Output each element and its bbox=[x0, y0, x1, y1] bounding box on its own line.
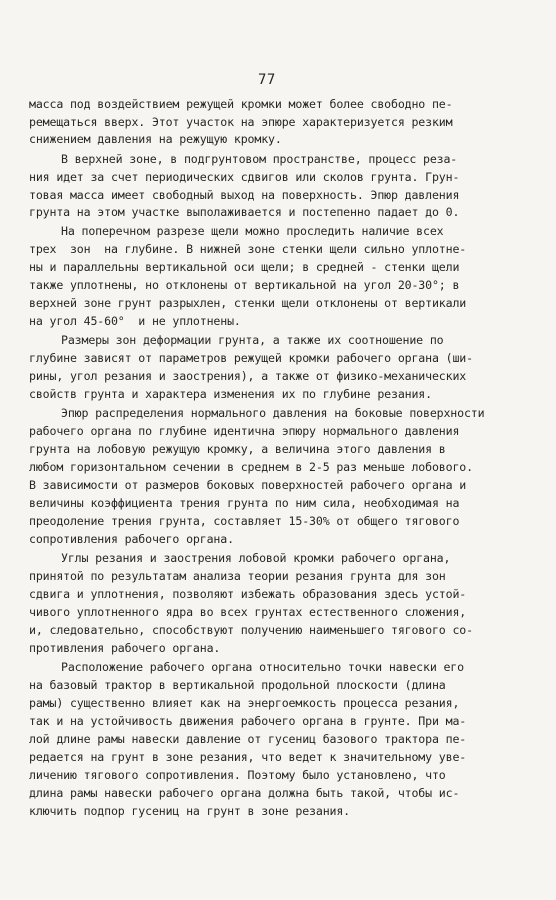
text-line: товая масса имеет свободный выход на поверхность. Эпюр давления bbox=[29, 188, 460, 202]
text-line: В зависимости от размеров боковых поверхностей рабочего органа и bbox=[29, 478, 467, 492]
text-line: На поперечном разрезе щели можно проследить наличие всех bbox=[61, 224, 444, 238]
text-line: Эпюр распределения нормального давления на боковые поверхности bbox=[61, 406, 485, 420]
text-line: личению тягового сопротивления. Поэтому было установлено, что bbox=[29, 768, 446, 782]
text-line: так и на устойчивость движения рабочего органа в грунте. При ма- bbox=[29, 714, 467, 728]
text-line: рабочего органа по глубине идентична эпюру нормального давления bbox=[29, 424, 460, 438]
text-line: Углы резания и заострения лобовой кромки рабочего органа, bbox=[61, 551, 451, 565]
text-line: чивого уплотненного ядра во всех грунтах естественного сложения, bbox=[29, 605, 467, 619]
text-line: на угол 45-60° и не уплотнены. bbox=[29, 314, 241, 328]
text-line: ния идет за счет периодических сдвигов или сколов грунта. Грун- bbox=[29, 170, 460, 184]
text-line: рины, угол резания и заострения), а также от физико-механических bbox=[29, 369, 467, 383]
text-line: ны и параллельны вертикальной оси щели; в средней - стенки щели bbox=[29, 260, 460, 274]
text-line: длина рамы навески рабочего органа должна быть такой, чтобы ис- bbox=[29, 786, 460, 800]
text-line: свойств грунта и характера изменения их по глубине резания. bbox=[29, 387, 432, 401]
page-number: 77 bbox=[258, 72, 276, 88]
text-line: грунта на лобовую режущую кромку, а величина этого давления в bbox=[29, 442, 446, 456]
text-line: принятой по результатам анализа теории резания грунта для зон bbox=[29, 569, 446, 583]
text-line: ремещаться вверх. Этот участок на эпюре характеризуется резким bbox=[29, 115, 453, 129]
text-line: преодоление трения грунта, составляет 15-30% от общего тягового bbox=[29, 514, 460, 528]
text-line: масса под воздействием режущей кромки может более свободно пе- bbox=[29, 97, 453, 111]
text-line: Расположение рабочего органа относительно точки навески его bbox=[61, 660, 464, 674]
text-line: также уплотнены, но отклонены от вертикальной на угол 20-30°; в bbox=[29, 278, 460, 292]
text-line: противления рабочего органа. bbox=[29, 641, 221, 655]
text-line: грунта на этом участке выполаживается и постепенно падает до 0. bbox=[29, 205, 460, 219]
text-line: рамы) существенно влияет как на энергоемкость процесса резания, bbox=[29, 696, 460, 710]
text-line: В верхней зоне, в подгрунтовом пространстве, процесс реза- bbox=[61, 152, 458, 166]
text-line: Размеры зон деформации грунта, а также их соотношение по bbox=[61, 333, 444, 347]
text-line: верхней зоне грунт разрыхлен, стенки щели отклонены от вертикали bbox=[29, 296, 467, 310]
text-line: сопротивления рабочего органа. bbox=[29, 532, 234, 546]
text-line: величины коэффициента трения грунта по ним сила, необходимая на bbox=[29, 496, 460, 510]
text-line: лой длине рамы навески давление от гусениц базового трактора пе- bbox=[29, 732, 467, 746]
text-line: редается на грунт в зоне резания, что ведет к значительному уве- bbox=[29, 750, 467, 764]
text-line: любом горизонтальном сечении в среднем в 2-5 раз меньше лобового. bbox=[29, 460, 473, 474]
text-line: снижением давления на режущую кромку. bbox=[29, 132, 282, 146]
text-line: ключить подпор гусениц на грунт в зоне резания. bbox=[29, 804, 351, 818]
text-line: и, следовательно, способствуют получению наименьшего тягового со- bbox=[29, 623, 473, 637]
text-line: трех зон на глубине. В нижней зоне стенки щели сильно уплотне- bbox=[29, 242, 467, 256]
text-line: глубине зависят от параметров режущей кромки рабочего органа (ши- bbox=[29, 351, 473, 365]
text-line: сдвига и уплотнения, позволяют избежать образования здесь устой- bbox=[29, 587, 467, 601]
text-line: на базовый трактор в вертикальной продольной плоскости (длина bbox=[29, 678, 446, 692]
